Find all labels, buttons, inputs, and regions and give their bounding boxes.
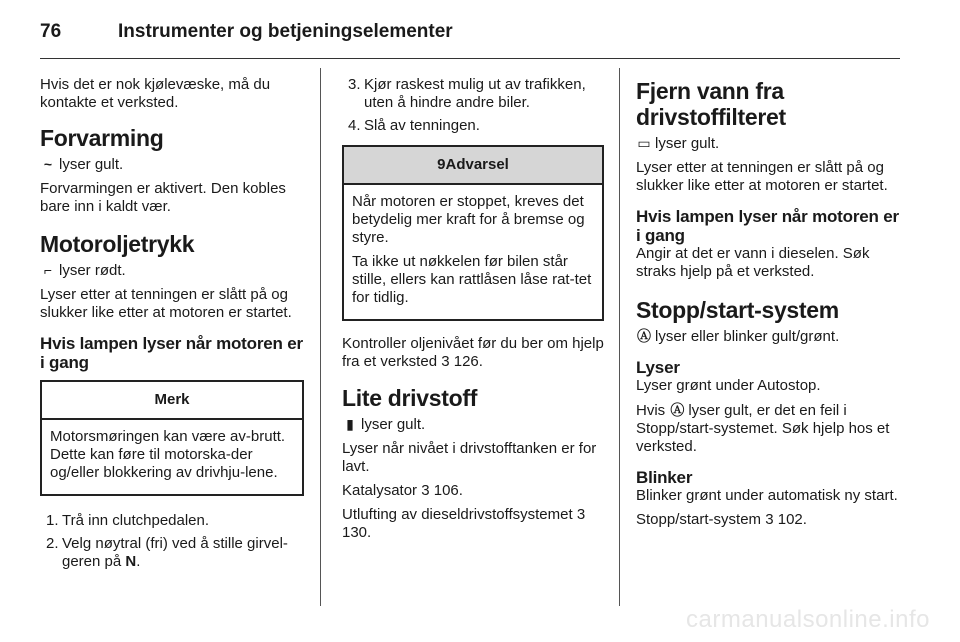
intro-text: Hvis det er nok kjølevæske, må du kontakte et verksted. xyxy=(40,76,271,111)
fjern-vann-status: ▭ lyser gult. xyxy=(637,135,720,152)
column-2 xyxy=(342,76,604,548)
page-number: 76 xyxy=(40,21,62,42)
motorolje-subheading: Hvis lampen lyser når motoren er i gang xyxy=(40,334,303,372)
section-title-lite-drivstoff: Lite drivstoff xyxy=(342,385,478,411)
warning-icon: 9 xyxy=(437,156,446,173)
water-in-fuel-icon: ▭ xyxy=(637,135,651,151)
section-title-stopp-start: Stopp/start-system xyxy=(636,297,839,323)
page-ref-arrow-icon: 3 xyxy=(576,506,586,523)
section-title-motoroljetrykk: Motoroljetrykk xyxy=(40,231,195,257)
note-box xyxy=(40,380,304,496)
motorolje-text: Lyser etter at tenningen er slått på og slukker like etter at motoren er startet. xyxy=(40,286,292,321)
lite-drivstoff-status: ▮ lyser gult. xyxy=(342,415,604,434)
header-rule xyxy=(40,58,900,59)
watermark: carmanualsonline.info xyxy=(686,606,930,633)
blinker-text: Blinker grønt under automatisk ny start. xyxy=(636,487,898,504)
forvarming-text: Forvarmingen er aktivert. Den kobles bare inn i kaldt vær. xyxy=(40,180,286,215)
page-ref-arrow-icon: 3 xyxy=(421,482,430,499)
column-3 xyxy=(636,76,904,535)
lyser-text: Lyser grønt under Autostop. xyxy=(636,377,821,394)
autostop-icon: Ⓐ xyxy=(637,328,651,344)
list-item: 3. Kjør raskest mulig ut av trafikken, uten å hindre andre biler. xyxy=(348,76,586,111)
autostop-icon: Ⓐ xyxy=(670,402,685,418)
lyser-text: Hvis Ⓐ lyser gult, er det en feil i Stopp/start-systemet. Søk hjelp hos et verksted. xyxy=(636,402,890,455)
list-item: 1. Trå inn clutchpedalen. xyxy=(46,512,210,529)
list-item: 2. Velg nøytral (fri) ved å stille girvel-geren på N. xyxy=(46,535,288,570)
warning-box xyxy=(342,145,604,321)
reference-katalysator: Katalysator 3 106. xyxy=(342,482,463,499)
fjern-vann-text: Lyser etter at tenningen er slått på og slukker like etter at motoren er startet. xyxy=(636,159,888,194)
lyser-heading: Lyser xyxy=(636,358,680,377)
glow-plug-icon: ~ xyxy=(43,156,53,172)
warning-text: Når motoren er stoppet, kreves det betydelig mer kraft for å bremse og styre. xyxy=(352,193,585,246)
fuel-pump-icon: ▮ xyxy=(346,416,354,432)
oil-can-icon: ⌐ xyxy=(43,262,53,278)
page-ref-arrow-icon: 3 xyxy=(765,511,774,528)
note-title: Merk xyxy=(42,382,302,420)
page-title: Instrumenter og betjeningselementer xyxy=(118,21,453,42)
list-item: 4. Slå av tenningen. xyxy=(348,117,480,134)
column-1 xyxy=(40,76,304,576)
blinker-heading: Blinker xyxy=(636,468,693,487)
reference-utlufting: Utlufting av dieseldrivstoffsystemet 3 130. xyxy=(342,506,586,541)
stopp-start-status: Ⓐ lyser eller blinker gult/grønt. xyxy=(637,328,840,345)
fjern-vann-subheading: Hvis lampen lyser når motoren er i gang xyxy=(636,207,899,245)
warning-title: 9 Advarsel xyxy=(344,147,602,185)
reference-stopp-start: Stopp/start-system 3 102. xyxy=(636,511,807,528)
oil-level-text: Kontroller oljenivået før du ber om hjelp fra et verksted 3 126. xyxy=(342,335,604,370)
section-title-fjern-vann: Fjern vann fra drivstoffilteret xyxy=(636,78,786,130)
fjern-vann-subtext: Angir at det er vann i dieselen. Søk straks hjelp på et verksted. xyxy=(636,245,870,280)
column-divider xyxy=(619,68,620,606)
section-title-forvarming: Forvarming xyxy=(40,125,164,151)
page-ref-arrow-icon: 3 xyxy=(441,353,450,370)
warning-text: Ta ikke ut nøkkelen før bilen står stille, ellers kan rattlåsen låse rat-tet for tidlig. xyxy=(352,253,592,306)
page-header xyxy=(40,14,453,50)
note-text: Motorsmøringen kan være av-brutt. Dette kan føre til motorska-der og/eller blokkering av drivhju-lene. xyxy=(50,428,286,481)
motorolje-status: ⌐ lyser rødt. xyxy=(40,261,304,280)
lite-drivstoff-text: Lyser når nivået i drivstofftanken er for lavt. xyxy=(342,440,597,475)
forvarming-status: ~ lyser gult. xyxy=(40,155,304,174)
column-divider xyxy=(320,68,321,606)
